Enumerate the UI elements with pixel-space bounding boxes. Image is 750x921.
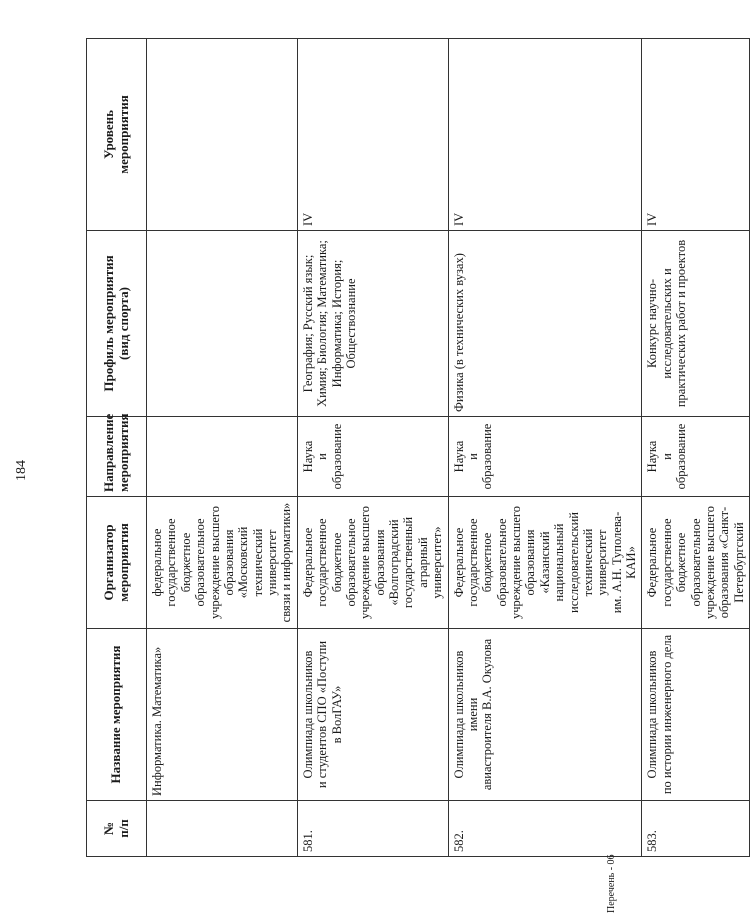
page-number: 184 xyxy=(14,460,29,481)
cell-profile: География; Русский язык; Химия; Биология; Математика; Информатика; История; Обществознание xyxy=(297,231,448,417)
cell-level: IV xyxy=(642,39,750,231)
cell-organizer: Федеральное государственное бюджетное образовательное учреждение высшего образования «Санкт- Петербургский xyxy=(642,497,750,629)
cell-name: Олимпиада школьников имени авиастроителя В.А. Окулова xyxy=(448,629,642,801)
cell-num: 583. xyxy=(642,801,750,857)
table-row xyxy=(147,39,298,857)
cell-name: Олимпиада школьников по истории инженерного дела xyxy=(642,629,750,801)
cell-profile: Физика (в технических вузах) xyxy=(448,231,642,417)
header-level: Уровень мероприятия xyxy=(87,39,147,231)
cell-direction: Наука и образование xyxy=(297,417,448,497)
events-table xyxy=(86,38,750,857)
cell-num xyxy=(147,801,298,857)
header-direction: Направление мероприятия xyxy=(87,417,147,497)
cell-profile xyxy=(147,231,298,417)
header-profile: Профиль мероприятия (вид спорта) xyxy=(87,231,147,417)
cell-level: IV xyxy=(297,39,448,231)
table-row xyxy=(642,39,750,857)
header-num: № п/п xyxy=(87,801,147,857)
table-row xyxy=(448,39,642,857)
cell-direction: Наука и образование xyxy=(448,417,642,497)
header-organizer: Организатор мероприятия xyxy=(87,497,147,629)
cell-direction: Наука и образование xyxy=(642,417,750,497)
table-header-row xyxy=(87,39,147,857)
cell-organizer: Федеральное государственное бюджетное образовательное учреждение высшего образования «Волгоградский государственный аграрный университет» xyxy=(297,497,448,629)
cell-organizer: федеральное государственное бюджетное образовательное учреждение высшего образования «Московский технический университет связи и информатики» xyxy=(147,497,298,629)
header-name: Название мероприятия xyxy=(87,629,147,801)
cell-profile: Конкурс научно- исследовательских и практических работ и проектов xyxy=(642,231,750,417)
table-row xyxy=(297,39,448,857)
cell-num: 581. xyxy=(297,801,448,857)
cell-num: 582. xyxy=(448,801,642,857)
cell-organizer: Федеральное государственное бюджетное образовательное учреждение высшего образования «Казанский национальный исследовательский технический университет им. А.Н. Туполева-КАИ» xyxy=(448,497,642,629)
cell-level xyxy=(147,39,298,231)
footer-text: Перечень - 06 xyxy=(606,854,617,913)
cell-level: IV xyxy=(448,39,642,231)
cell-name: Олимпиада школьников и студентов СПО «Поступи в ВолГАУ» xyxy=(297,629,448,801)
cell-name: Информатика. Математика» xyxy=(147,629,298,801)
cell-direction xyxy=(147,417,298,497)
